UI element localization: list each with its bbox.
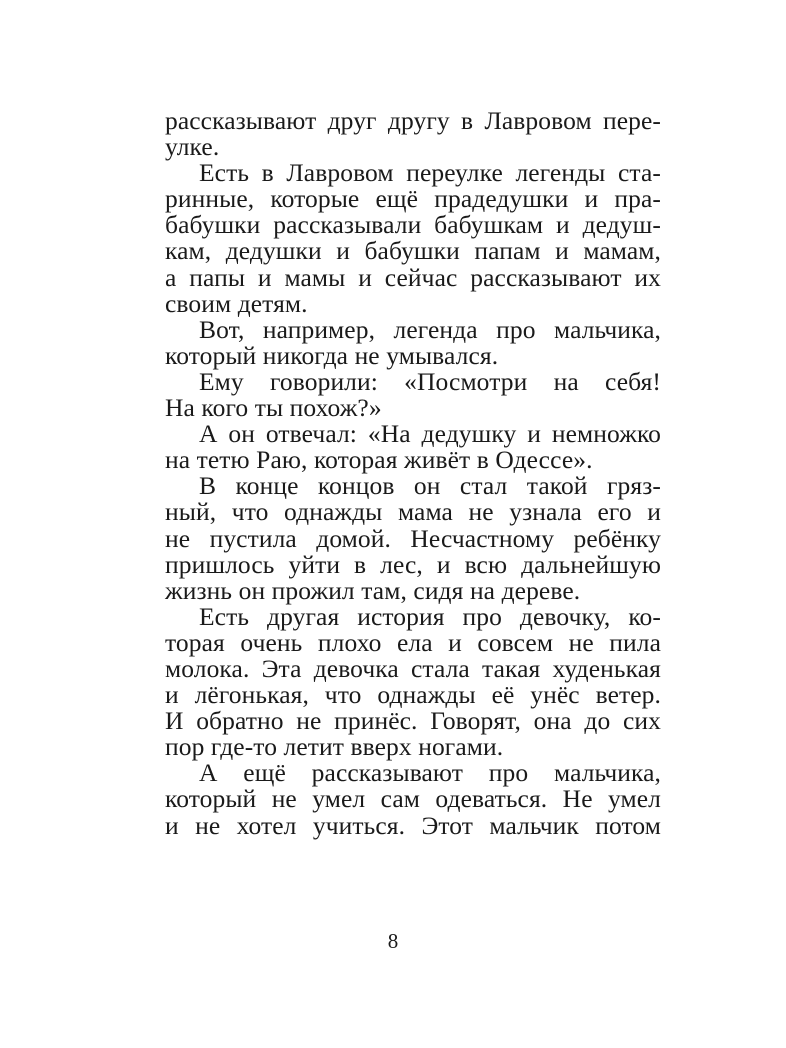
text-line: торая очень плохо ела и совсем не пила (165, 627, 661, 657)
text-line: своим детям. (165, 288, 308, 318)
text-line: бабушки рассказывали бабушкам и дедуш- (165, 210, 661, 240)
body-text (165, 108, 661, 839)
text-line: На кого ты похож?» (165, 393, 382, 423)
page-number: 8 (387, 929, 399, 953)
paragraph-first-line: А он отвечал: «На дедушку и немножко (199, 419, 661, 449)
text-line: улке. (165, 132, 220, 162)
text-line: не пустила домой. Несчастному ребёнку (165, 523, 661, 553)
paragraph-first-line: Вот, например, легенда про мальчика, (199, 314, 661, 344)
paragraph-first-line: Есть в Лавровом переулке легенды ста- (199, 158, 661, 188)
paragraph-first-line: Ему говорили: «Посмотри на себя! (199, 366, 661, 396)
text-line: жизнь он прожил там, сидя на дереве. (165, 575, 581, 605)
paragraph-first-line: В конце концов он стал такой гряз- (199, 471, 661, 501)
text-line: кам, дедушки и бабушки папам и мамам, (165, 236, 661, 266)
text-line: который не умел сам одеваться. Не умел (165, 784, 661, 814)
text-line: рассказывают друг другу в Лавровом пере- (165, 106, 661, 135)
text-line: пришлось уйти в лес, и всю дальнейшую (165, 549, 661, 579)
text-line: и не хотел учиться. Этот мальчик потом (165, 810, 661, 840)
text-line: и лёгонькая, что однажды её унёс ветер. (165, 680, 661, 710)
text-line: ный, что однажды мама не узнала его и (165, 497, 661, 527)
text-line: на тетю Раю, которая живёт в Одессе». (165, 445, 593, 475)
text-line: ринные, которые ещё прадедушки и пра- (165, 184, 661, 214)
paragraph-first-line: Есть другая история про девочку, ко- (199, 601, 661, 631)
paragraph-first-line: А ещё рассказывают про мальчика, (199, 758, 661, 788)
text-line: пор где-то летит вверх ногами. (165, 732, 504, 762)
text-line: молока. Эта девочка стала такая худенькая (165, 653, 661, 683)
text-line: который никогда не умывался. (165, 340, 499, 370)
text-line: И обратно не принёс. Говорят, она до сих (165, 706, 661, 736)
text-line: а папы и мамы и сейчас рассказывают их (165, 262, 661, 292)
